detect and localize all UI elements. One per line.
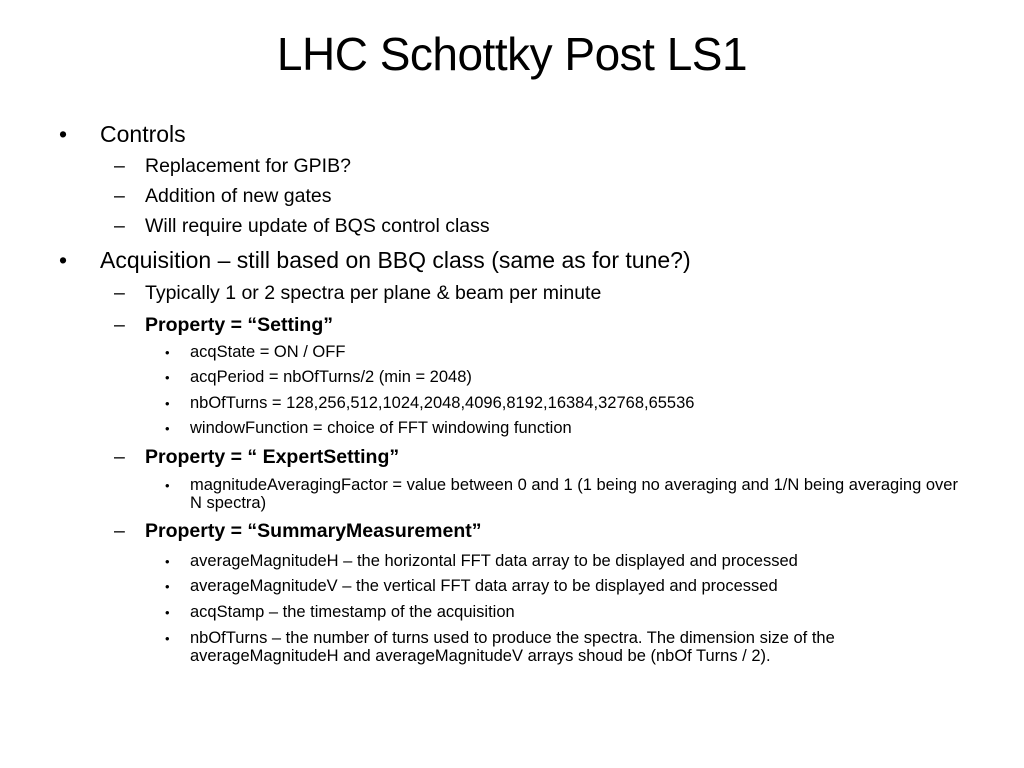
bullet-marker: • — [165, 631, 170, 646]
slide-title: LHC Schottky Post LS1 — [276, 28, 748, 80]
dash-marker: – — [114, 314, 125, 336]
list-item: Replacement for GPIB? — [145, 155, 351, 177]
list-item: averageMagnitudeV – the vertical FFT data array to be displayed and processed — [190, 577, 778, 595]
bullet-marker: • — [59, 121, 68, 147]
bullet-marker: • — [165, 605, 170, 620]
bullet-marker: • — [165, 579, 170, 594]
list-item: acqPeriod = nbOfTurns/2 (min = 2048) — [190, 368, 472, 386]
list-item: Addition of new gates — [145, 185, 332, 207]
bullet-marker: • — [165, 370, 170, 385]
list-item: nbOfTurns – the number of turns used to produce the spectra. The dimension size of the averageMagnitudeH and averageMagnitudeV arrays shoud be (nbOf Turns / 2). — [190, 629, 835, 665]
section-controls: Controls — [100, 121, 186, 147]
list-item: averageMagnitudeH – the horizontal FFT data array to be displayed and processed — [190, 552, 798, 570]
list-item: Will require update of BQS control class — [145, 215, 490, 237]
bullet-marker: • — [165, 554, 170, 569]
dash-marker: – — [114, 520, 125, 542]
list-item: Typically 1 or 2 spectra per plane & beam per minute — [145, 282, 602, 304]
bullet-marker: • — [165, 396, 170, 411]
list-item: acqState = ON / OFF — [190, 343, 346, 361]
dash-marker: – — [114, 155, 125, 177]
dash-marker: – — [114, 446, 125, 468]
bullet-marker: • — [165, 345, 170, 360]
list-item: nbOfTurns = 128,256,512,1024,2048,4096,8192,16384,32768,65536 — [190, 394, 695, 412]
dash-marker: – — [114, 185, 125, 207]
list-item: acqStamp – the timestamp of the acquisition — [190, 603, 515, 621]
dash-marker: – — [114, 282, 125, 304]
bullet-marker: • — [165, 478, 170, 493]
section-acquisition: Acquisition – still based on BBQ class (same as for tune?) — [100, 247, 691, 273]
property-summary-measurement: Property = “SummaryMeasurement” — [145, 520, 482, 542]
list-item: magnitudeAveragingFactor = value between 0 and 1 (1 being no averaging and 1/N being averaging over N spectra) — [190, 476, 958, 512]
property-setting: Property = “Setting” — [145, 314, 333, 336]
property-expert-setting: Property = “ ExpertSetting” — [145, 446, 400, 468]
list-item: windowFunction = choice of FFT windowing function — [190, 419, 572, 437]
bullet-marker: • — [59, 247, 68, 273]
bullet-marker: • — [165, 421, 170, 436]
dash-marker: – — [114, 215, 125, 237]
